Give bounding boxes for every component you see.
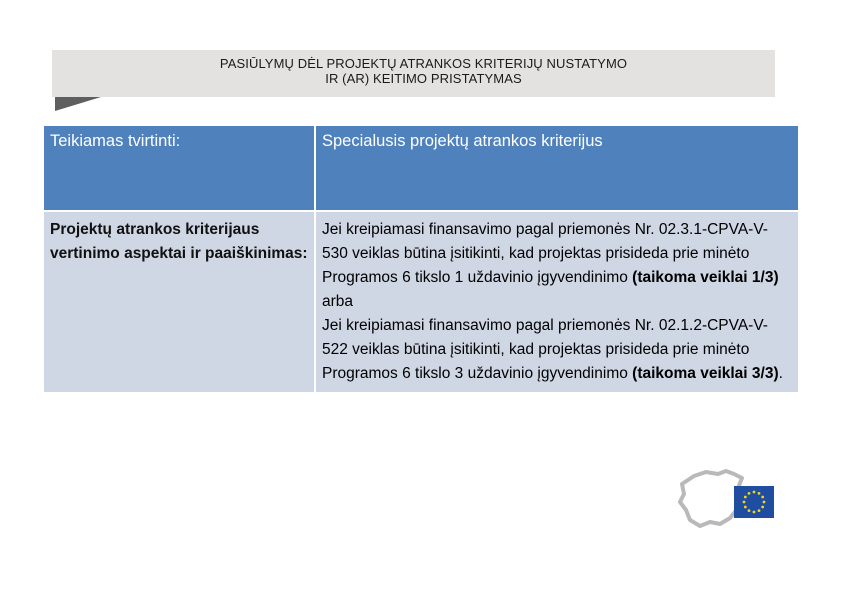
eu-star-icon: [744, 506, 747, 509]
description-part-2: Jei kreipiamasi finansavimo pagal priemonės Nr. 02.1.2-CPVA-V-522 veiklas būtina įsitikinti, kad projektas prisideda prie minėto Programos 6 tikslo 3 uždavinio įgyvendinimo: [322, 317, 768, 382]
row-label-cell: Projektų atrankos kriterijaus vertinimo aspektai ir paaiškinimas:: [43, 211, 315, 393]
eu-star-icon: [758, 492, 761, 495]
eu-star-icon: [744, 496, 747, 499]
criteria-table: [42, 124, 800, 394]
header-cell-right: Specialusis projektų atrankos kriterijus: [315, 125, 799, 211]
eu-star-icon: [761, 506, 764, 509]
eu-star-icon: [748, 509, 751, 512]
description-separator: arba: [322, 293, 354, 310]
description-part-1: Jei kreipiamasi finansavimo pagal priemonės Nr. 02.3.1-CPVA-V-530 veiklas būtina įsitikinti, kad projektas prisideda prie minėto Programos 6 tikslo 1 uždavinio įgyvendinimo: [322, 221, 768, 286]
row-description-cell: [315, 211, 799, 393]
table-row: [43, 211, 799, 393]
description-part-1-scope: (taikoma veiklai 1/3): [632, 269, 779, 286]
lithuania-map-eu-flag-icon: [676, 468, 788, 530]
eu-star-icon: [753, 511, 756, 514]
eu-star-icon: [761, 496, 764, 499]
banner-fold-shadow: [55, 97, 101, 111]
page-title-line-2: IR (AR) KEITIMO PRISTATYMAS: [325, 71, 522, 86]
eu-star-icon: [743, 501, 746, 504]
description-part-2-scope: (taikoma veiklai 3/3): [632, 365, 779, 382]
table-header-row: [43, 125, 799, 211]
eu-star-icon: [748, 492, 751, 495]
eu-star-icon: [758, 509, 761, 512]
eu-star-icon: [763, 501, 766, 504]
page-title-line-1: PASIŪLYMŲ DĖL PROJEKTŲ ATRANKOS KRITERIJŲ NUSTATYMO: [219, 56, 628, 71]
eu-star-icon: [753, 491, 756, 494]
description-part-2-end: .: [778, 365, 783, 382]
header-cell-left: Teikiamas tvirtinti:: [43, 125, 315, 211]
page-title: [52, 56, 795, 86]
